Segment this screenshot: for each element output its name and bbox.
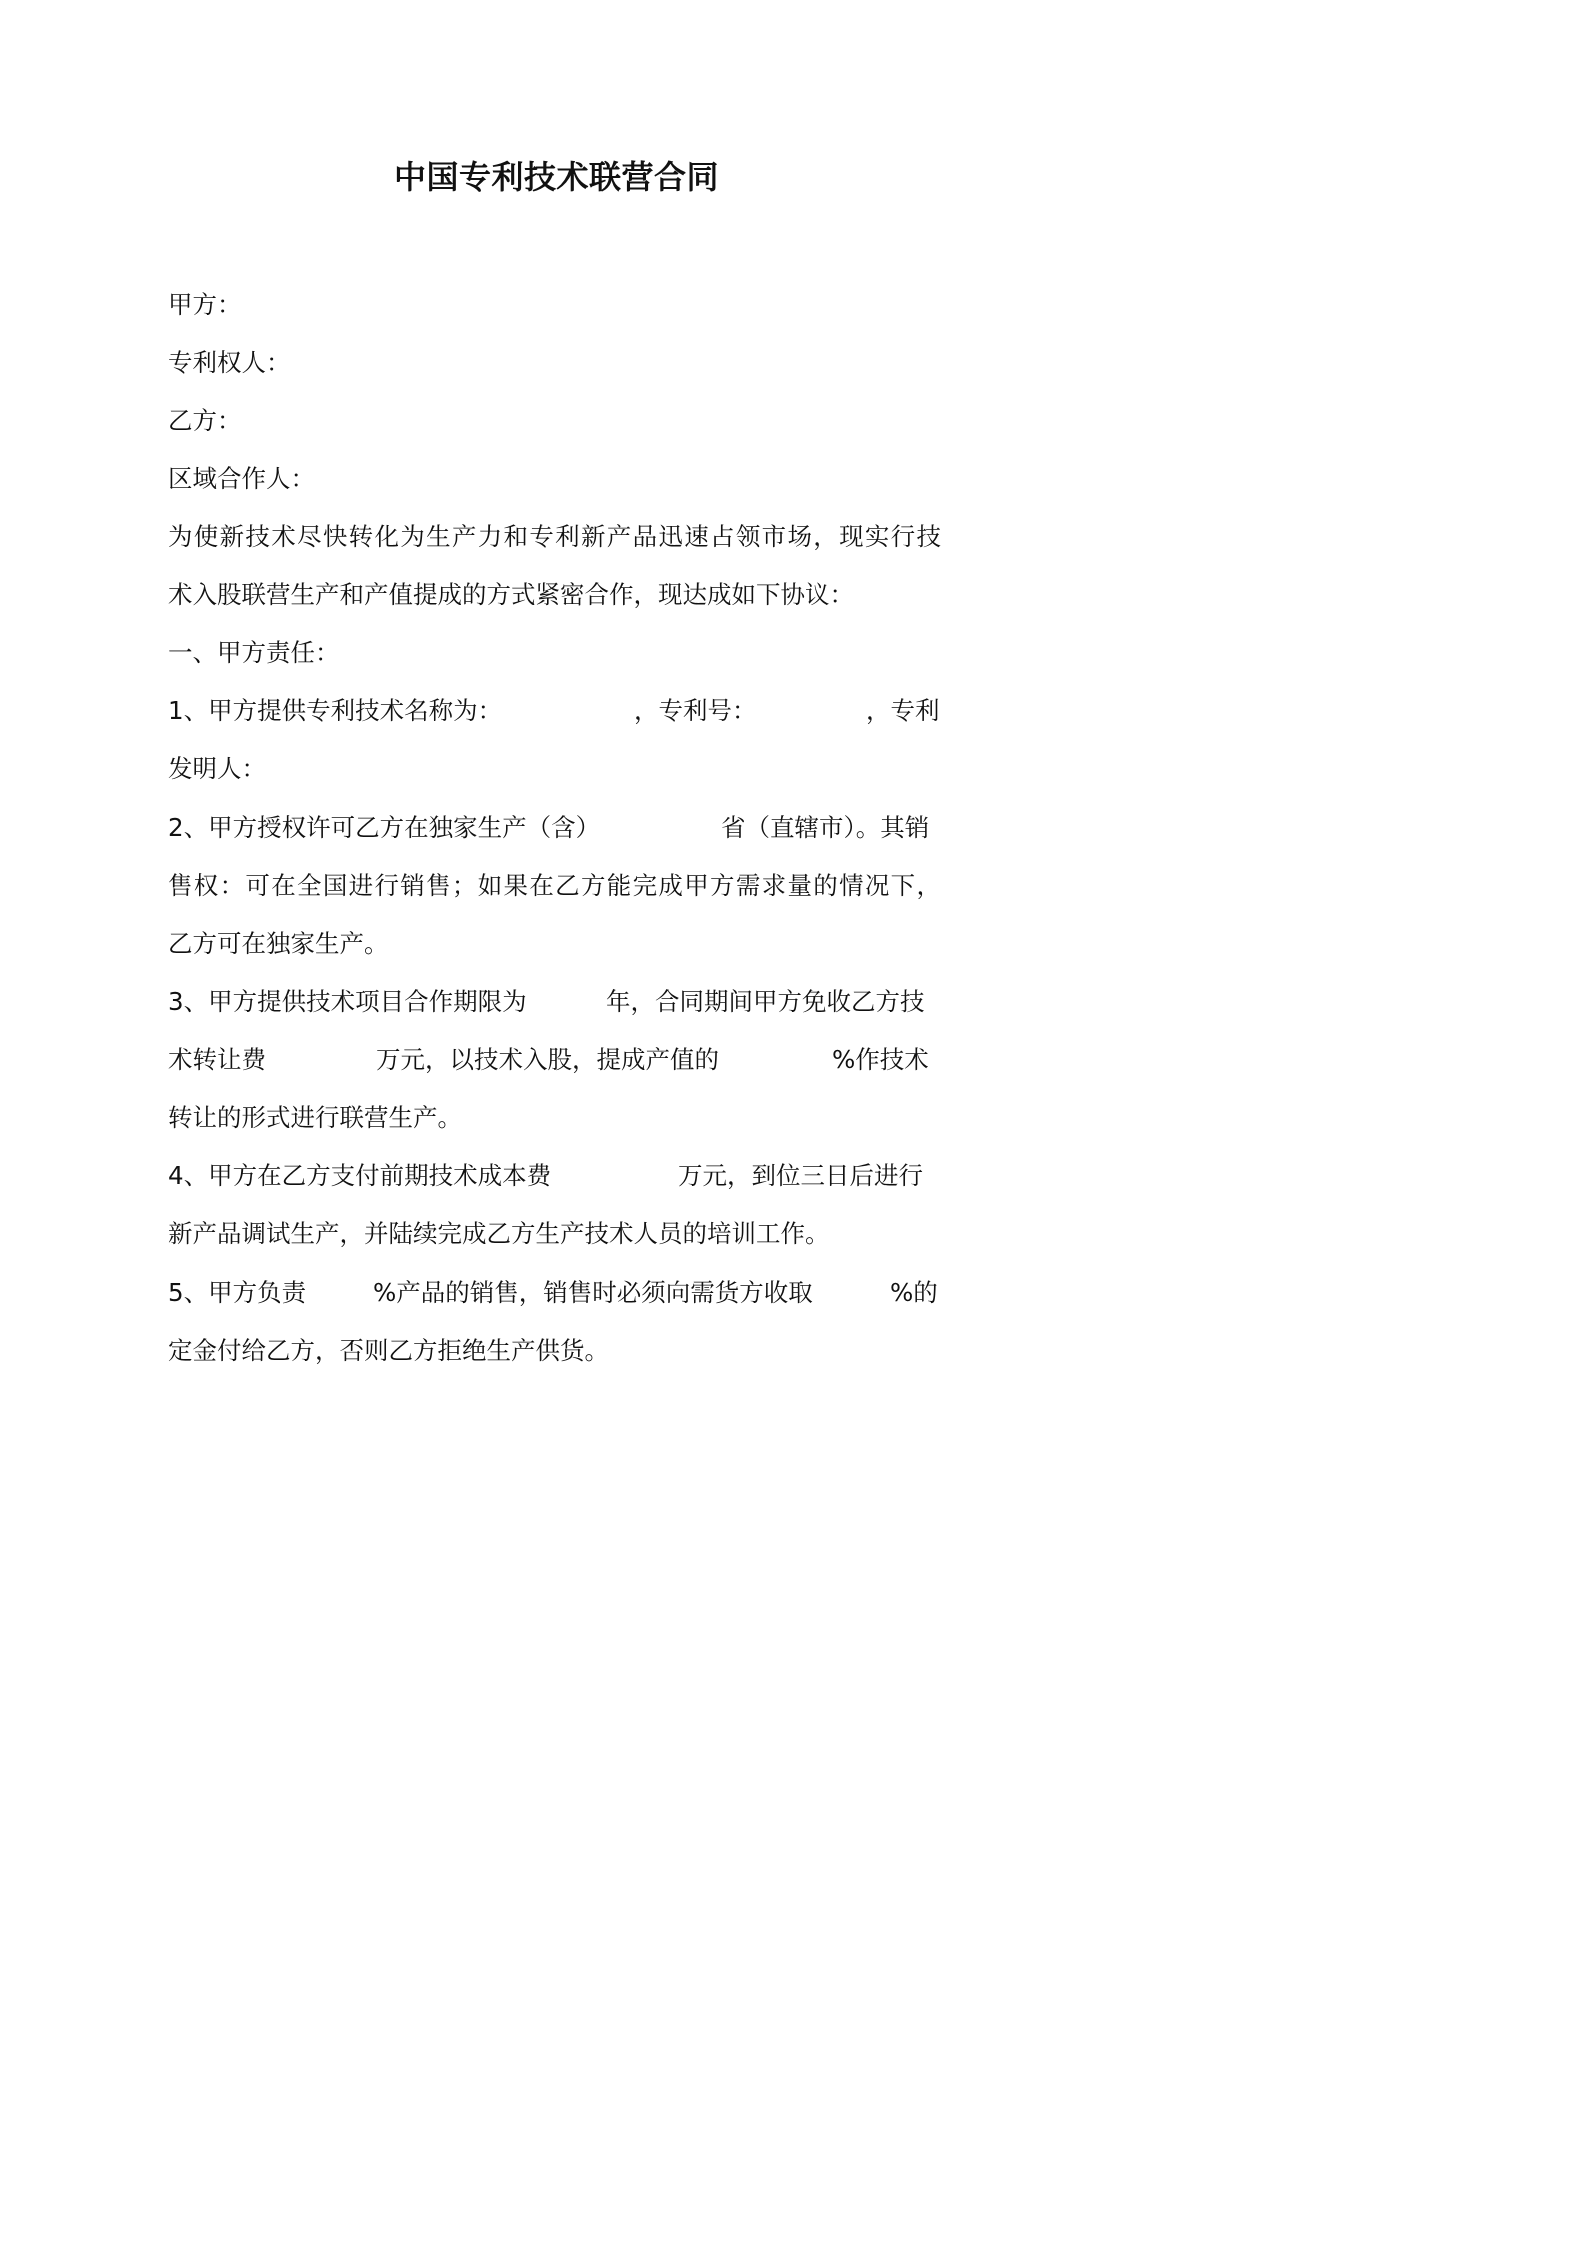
clause-3-term-label: 3、甲方提供技术项目合作期限为: [168, 987, 527, 1016]
clause-2-line-2: 售权：可在全国进行销售；如果在乙方能完成甲方需求量的情况下，: [168, 871, 941, 900]
clause-1-patent-name-label: 1、甲方提供专利技术名称为：: [168, 696, 503, 725]
party-b-label: 乙方：: [168, 406, 242, 435]
clause-3-line-2: [168, 1040, 941, 1080]
clause-2-province-label: 省（直辖市）。其销: [721, 813, 930, 842]
clause-3-share-label: 万元，以技术入股，提成产值的: [376, 1045, 719, 1074]
clause-5-line-2: 定金付给乙方，否则乙方拒绝生产供货。: [168, 1336, 609, 1365]
clause-2-line-3: 乙方可在独家生产。: [168, 929, 389, 958]
clause-3-line-3: 转让的形式进行联营生产。: [168, 1103, 462, 1132]
document-title: 中国专利技术联营合同: [393, 158, 719, 196]
clause-4-cost-label: 4、甲方在乙方支付前期技术成本费: [168, 1161, 552, 1190]
clause-1-patent-number-label: ，专利号：: [634, 696, 757, 725]
clause-1-patent-suffix: ，专利: [866, 696, 940, 725]
clause-3-line-1: [168, 982, 941, 1022]
clause-5-deposit-label: %产品的销售，销售时必须向需货方收取: [373, 1278, 813, 1307]
clause-4-line-2: 新产品调试生产，并陆续完成乙方生产技术人员的培训工作。: [168, 1219, 830, 1248]
preamble-line-1: 为使新技术尽快转化为生产力和专利新产品迅速占领市场，现实行技: [168, 522, 941, 551]
clause-2-line-1: [168, 808, 941, 848]
clause-1-line-1: [168, 691, 941, 731]
clause-1-inventor-label: 发明人：: [168, 754, 266, 783]
section-1-heading: 一、甲方责任：: [168, 638, 340, 667]
clause-4-line-1: [168, 1156, 941, 1196]
clause-5-sales-label: 5、甲方负责: [168, 1278, 307, 1307]
clause-3-term-suffix: 年，合同期间甲方免收乙方技: [606, 987, 925, 1016]
clause-4-cost-suffix: 万元，到位三日后进行: [678, 1161, 923, 1190]
clause-5-line-1: [168, 1273, 941, 1313]
preamble-line-2: 术入股联营生产和产值提成的方式紧密合作，现达成如下协议：: [168, 580, 854, 609]
patentee-label: 专利权人：: [168, 348, 291, 377]
clause-3-percent-label: %作技术: [832, 1045, 929, 1074]
clause-5-percent-suffix: %的: [890, 1278, 938, 1307]
clause-2-exclusive-region-label: 2、甲方授权许可乙方在独家生产（含）: [168, 813, 601, 842]
party-a-label: 甲方：: [168, 290, 242, 319]
clause-3-transfer-fee-label: 术转让费: [168, 1045, 266, 1074]
regional-partner-label: 区域合作人：: [168, 464, 315, 493]
